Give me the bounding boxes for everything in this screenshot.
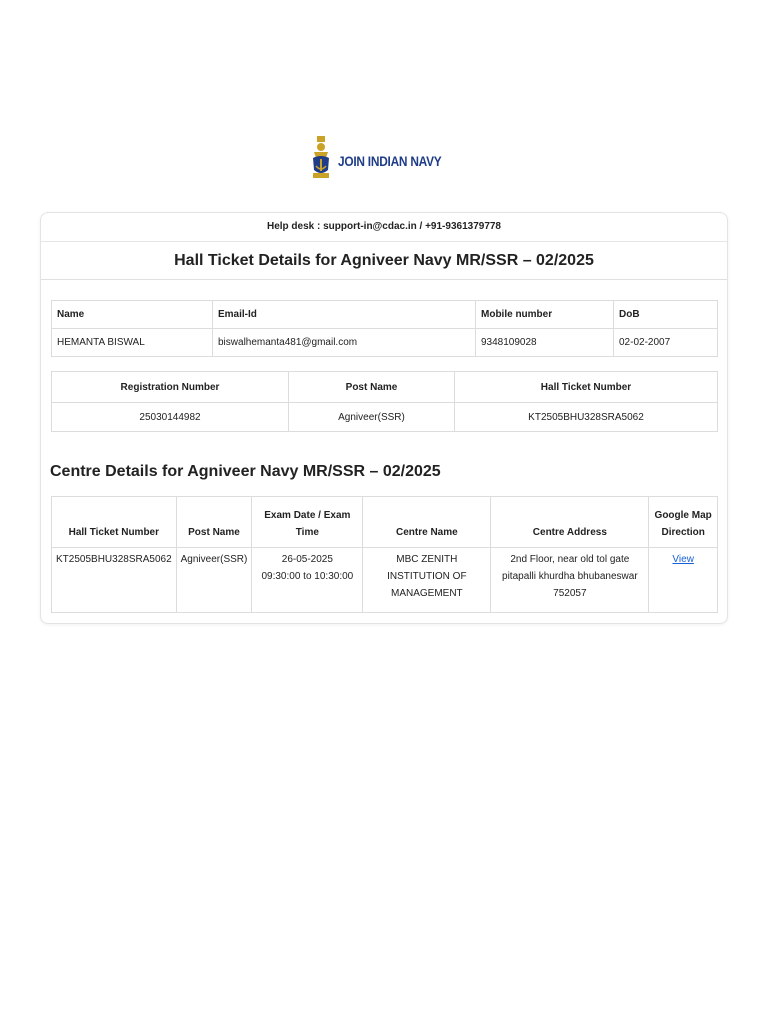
header-exam-date-time: Exam Date / Exam Time bbox=[252, 497, 363, 548]
table-header-row bbox=[52, 301, 718, 329]
centre-details-title: Centre Details for Agniveer Navy MR/SSR – 02/2025 bbox=[50, 463, 441, 480]
centre-name: MBC ZENITH INSTITUTION OF MANAGEMENT bbox=[363, 548, 491, 613]
header-hall-ticket-number: Hall Ticket Number bbox=[52, 497, 177, 548]
header-centre-address: Centre Address bbox=[491, 497, 649, 548]
header-registration-number: Registration Number bbox=[52, 372, 289, 403]
centre-address: 2nd Floor, near old tol gate pitapalli khurdha bhubaneswar 752057 bbox=[491, 548, 649, 613]
map-direction-cell bbox=[649, 548, 718, 613]
table-row bbox=[52, 548, 718, 613]
centre-details-table bbox=[51, 496, 718, 613]
header-name: Name bbox=[52, 301, 213, 329]
navy-emblem-icon bbox=[308, 136, 334, 185]
helpdesk-info: Help desk : support-in@cdac.in / +91-9361379778 bbox=[41, 213, 727, 242]
table-row bbox=[52, 329, 718, 357]
header-mobile: Mobile number bbox=[476, 301, 614, 329]
hall-ticket-card bbox=[40, 212, 728, 624]
hall-ticket-number: KT2505BHU328SRA5062 bbox=[455, 403, 718, 432]
candidate-email: biswalhemanta481@gmail.com bbox=[213, 329, 476, 357]
logo bbox=[0, 136, 768, 185]
view-map-link[interactable]: View bbox=[672, 554, 694, 565]
table-header-row bbox=[52, 497, 718, 548]
registration-table bbox=[51, 371, 718, 432]
personal-details-table bbox=[51, 300, 718, 357]
header-centre-name: Centre Name bbox=[363, 497, 491, 548]
candidate-mobile: 9348109028 bbox=[476, 329, 614, 357]
centre-post-name: Agniveer(SSR) bbox=[176, 548, 252, 613]
exam-date-time bbox=[252, 548, 363, 613]
exam-time: 09:30:00 to 10:30:00 bbox=[261, 571, 354, 582]
centre-hall-ticket-number: KT2505BHU328SRA5062 bbox=[52, 548, 177, 613]
header-email: Email-Id bbox=[213, 301, 476, 329]
table-row bbox=[52, 403, 718, 432]
hall-ticket-title: Hall Ticket Details for Agniveer Navy MR/SSR – 02/2025 bbox=[41, 242, 727, 280]
registration-number: 25030144982 bbox=[52, 403, 289, 432]
header-google-map-direction: Google Map Direction bbox=[649, 497, 718, 548]
post-name: Agniveer(SSR) bbox=[289, 403, 455, 432]
table-header-row bbox=[52, 372, 718, 403]
header-post-name: Post Name bbox=[176, 497, 252, 548]
exam-date: 26-05-2025 bbox=[281, 554, 333, 565]
logo-text: JOIN INDIAN NAVY bbox=[338, 152, 442, 169]
candidate-dob: 02-02-2007 bbox=[614, 329, 718, 357]
header-hall-ticket-number: Hall Ticket Number bbox=[455, 372, 718, 403]
candidate-name: HEMANTA BISWAL bbox=[52, 329, 213, 357]
header-post-name: Post Name bbox=[289, 372, 455, 403]
header-dob: DoB bbox=[614, 301, 718, 329]
